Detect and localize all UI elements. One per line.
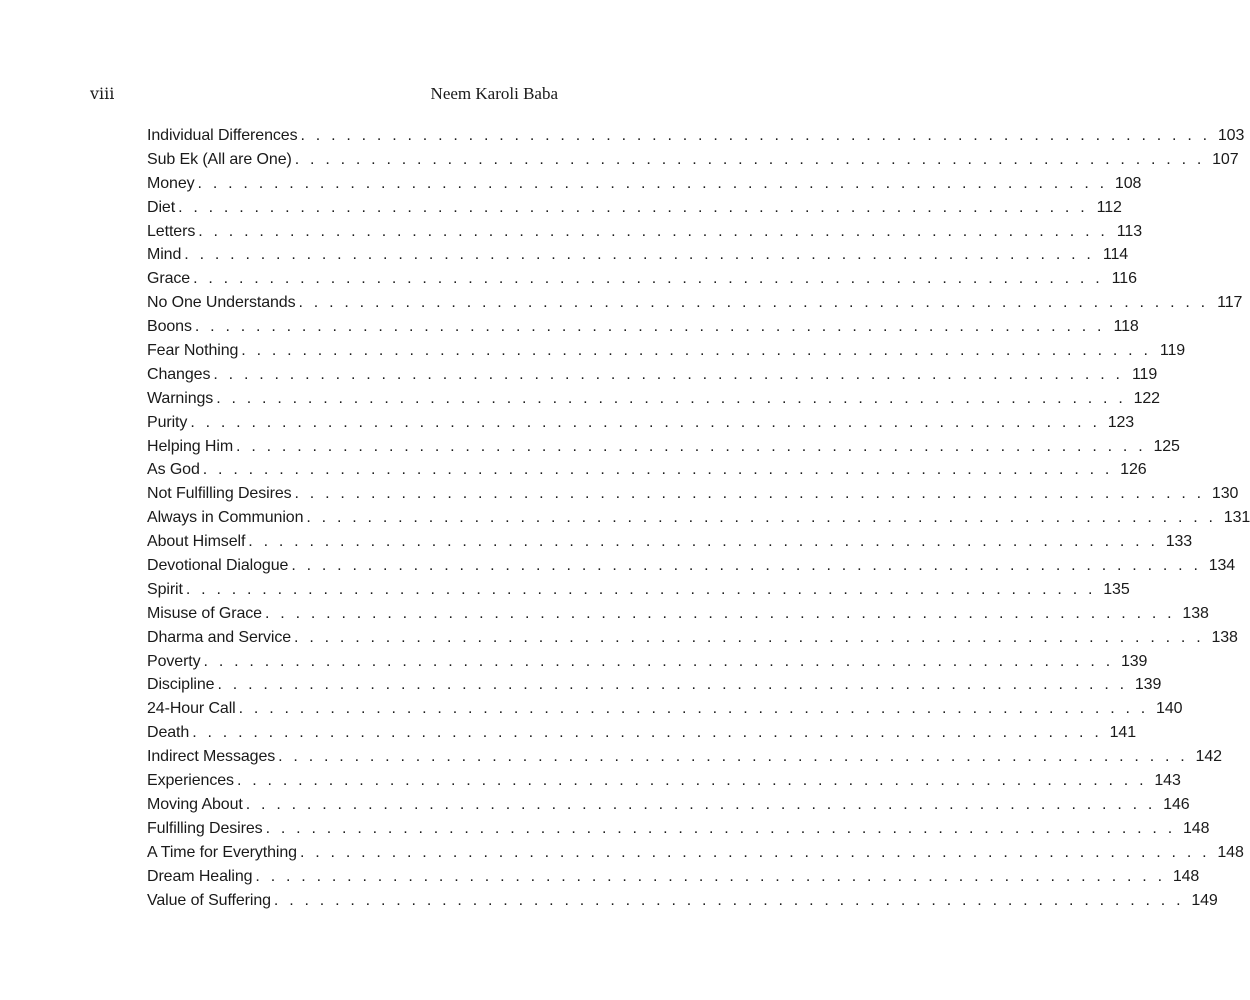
dot-leader: . . . . . . . . . . . . . . . . . . . . . . . . . . . . . . . . . . . . . . . . . . . . . . . . . . . . . . . . . . . . bbox=[213, 365, 1124, 383]
dot-leader: . . . . . . . . . . . . . . . . . . . . . . . . . . . . . . . . . . . . . . . . . . . . . . . . . . . . . . . . . . . . bbox=[198, 222, 1109, 240]
table-of-contents bbox=[147, 127, 1250, 915]
toc-entry-page: 148 bbox=[1172, 867, 1200, 885]
toc-entry-page: 138 bbox=[1182, 604, 1209, 622]
dot-leader: . . . . . . . . . . . . . . . . . . . . . . . . . . . . . . . . . . . . . . . . . . . . . . . . . . . . . . . . . . . . bbox=[202, 461, 1113, 479]
dot-leader: . . . . . . . . . . . . . . . . . . . . . . . . . . . . . . . . . . . . . . . . . . . . . . . . . . . . . . . . . . . . bbox=[203, 652, 1114, 670]
toc-entry bbox=[147, 700, 1183, 724]
dot-leader: . . . . . . . . . . . . . . . . . . . . . . . . . . . . . . . . . . . . . . . . . . . . . . . . . . . . . . . . . . . . bbox=[184, 246, 1095, 264]
toc-entry-page: 117 bbox=[1217, 294, 1243, 312]
toc-entry-title: Always in Communion bbox=[147, 509, 304, 527]
toc-entry-page: 149 bbox=[1191, 891, 1218, 909]
toc-entry-title: Moving About bbox=[147, 795, 243, 813]
page-header bbox=[90, 84, 558, 110]
toc-entry-page: 131 bbox=[1223, 509, 1250, 527]
dot-leader: . . . . . . . . . . . . . . . . . . . . . . . . . . . . . . . . . . . . . . . . . . . . . . . . . . . . . . . . . . . . bbox=[185, 580, 1096, 598]
page-number: viii bbox=[90, 84, 115, 103]
toc-entry bbox=[147, 509, 1250, 533]
toc-entry bbox=[147, 365, 1158, 390]
toc-entry-page: 107 bbox=[1212, 150, 1239, 168]
toc-entry-title: Changes bbox=[147, 365, 211, 383]
toc-entry bbox=[147, 342, 1186, 366]
toc-entry bbox=[147, 604, 1209, 629]
toc-entry bbox=[147, 246, 1129, 270]
dot-leader: . . . . . . . . . . . . . . . . . . . . . . . . . . . . . . . . . . . . . . . . . . . . . . . . . . . . . . . . . . . . bbox=[190, 413, 1101, 431]
toc-entry-page: 130 bbox=[1211, 485, 1239, 503]
dot-leader: . . . . . . . . . . . . . . . . . . . . . . . . . . . . . . . . . . . . . . . . . . . . . . . . . . . . . . . . . . . . bbox=[197, 174, 1108, 192]
toc-entry bbox=[147, 222, 1143, 247]
toc-entry-title: No One Understands bbox=[147, 294, 296, 312]
toc-entry-page: 139 bbox=[1120, 652, 1148, 670]
toc-entry-page: 139 bbox=[1134, 676, 1162, 694]
dot-leader: . . . . . . . . . . . . . . . . . . . . . . . . . . . . . . . . . . . . . . . . . . . . . . . . . . . . . . . . . . . . bbox=[298, 294, 1209, 312]
toc-entry-page: 103 bbox=[1217, 127, 1245, 144]
toc-entry-title: Individual Differences bbox=[147, 127, 298, 144]
toc-entry-title: Experiences bbox=[147, 772, 234, 790]
dot-leader: . . . . . . . . . . . . . . . . . . . . . . . . . . . . . . . . . . . . . . . . . . . . . . . . . . . . . . . . . . . . bbox=[245, 795, 1156, 813]
toc-entry-title: Purity bbox=[147, 413, 188, 431]
toc-entry-title: Devotional Dialogue bbox=[147, 557, 289, 575]
dot-leader: . . . . . . . . . . . . . . . . . . . . . . . . . . . . . . . . . . . . . . . . . . . . . . . . . . . . . . . . . . . . bbox=[238, 700, 1149, 718]
toc-entry-title: Sub Ek (All are One) bbox=[147, 150, 292, 168]
toc-entry-page: 135 bbox=[1103, 580, 1130, 598]
toc-entry-title: A Time for Everything bbox=[147, 843, 297, 861]
toc-entry-title: Helping Him bbox=[147, 437, 234, 455]
toc-entry-page: 142 bbox=[1195, 748, 1222, 766]
toc-entry-title: Fulfilling Desires bbox=[147, 819, 263, 837]
dot-leader: . . . . . . . . . . . . . . . . . . . . . . . . . . . . . . . . . . . . . . . . . . . . . . . . . . . . . . . . . . . . bbox=[255, 867, 1166, 885]
toc-entry bbox=[147, 533, 1193, 557]
dot-leader: . . . . . . . . . . . . . . . . . . . . . . . . . . . . . . . . . . . . . . . . . . . . . . . . . . . . . . . . . . . . bbox=[236, 772, 1147, 790]
toc-entry-page: 141 bbox=[1109, 724, 1136, 742]
toc-entry bbox=[147, 819, 1210, 844]
dot-leader: . . . . . . . . . . . . . . . . . . . . . . . . . . . . . . . . . . . . . . . . . . . . . . . . . . . . . . . . . . . . bbox=[294, 150, 1205, 168]
toc-entry-page: 118 bbox=[1113, 318, 1139, 336]
toc-entry-title: Spirit bbox=[147, 580, 183, 598]
toc-entry bbox=[147, 891, 1218, 916]
toc-entry bbox=[147, 676, 1162, 700]
toc-entry-page: 143 bbox=[1154, 772, 1181, 790]
toc-entry-title: Value of Suffering bbox=[147, 891, 271, 909]
toc-entry-page: 119 bbox=[1159, 342, 1186, 360]
dot-leader: . . . . . . . . . . . . . . . . . . . . . . . . . . . . . . . . . . . . . . . . . . . . . . . . . . . . . . . . . . . . bbox=[194, 318, 1105, 336]
toc-entry bbox=[147, 557, 1236, 581]
toc-entry bbox=[147, 628, 1238, 653]
toc-entry-page: 146 bbox=[1163, 795, 1190, 813]
toc-entry-title: Warnings bbox=[147, 389, 214, 407]
toc-entry-title: Indirect Messages bbox=[147, 748, 276, 766]
toc-entry-title: Misuse of Grace bbox=[147, 604, 262, 622]
toc-entry bbox=[147, 580, 1130, 605]
toc-entry-page: 116 bbox=[1111, 270, 1137, 288]
toc-entry bbox=[147, 795, 1190, 820]
toc-entry bbox=[147, 724, 1136, 748]
toc-entry bbox=[147, 318, 1139, 342]
toc-entry-title: Poverty bbox=[147, 652, 201, 670]
dot-leader: . . . . . . . . . . . . . . . . . . . . . . . . . . . . . . . . . . . . . . . . . . . . . . . . . . . . . . . . . . . . bbox=[178, 198, 1088, 216]
toc-entry-page: 112 bbox=[1096, 198, 1122, 216]
toc-entry-page: 138 bbox=[1211, 628, 1238, 646]
toc-entry bbox=[147, 843, 1244, 868]
toc-entry-title: About Himself bbox=[147, 533, 246, 551]
toc-entry bbox=[147, 652, 1148, 677]
toc-entry-title: Not Fulfilling Desires bbox=[147, 485, 292, 503]
dot-leader: . . . . . . . . . . . . . . . . . . . . . . . . . . . . . . . . . . . . . . . . . . . . . . . . . . . . . . . . . . . . bbox=[300, 127, 1211, 144]
dot-leader: . . . . . . . . . . . . . . . . . . . . . . . . . . . . . . . . . . . . . . . . . . . . . . . . . . . . . . . . . . . . bbox=[294, 485, 1205, 503]
toc-entry bbox=[147, 748, 1222, 772]
dot-leader: . . . . . . . . . . . . . . . . . . . . . . . . . . . . . . . . . . . . . . . . . . . . . . . . . . . . . . . . . . . . bbox=[291, 557, 1202, 575]
toc-entry bbox=[147, 485, 1239, 509]
dot-leader: . . . . . . . . . . . . . . . . . . . . . . . . . . . . . . . . . . . . . . . . . . . . . . . . . . . . . . . . . . . . bbox=[192, 724, 1102, 742]
dot-leader: . . . . . . . . . . . . . . . . . . . . . . . . . . . . . . . . . . . . . . . . . . . . . . . . . . . . . . . . . . . . bbox=[216, 389, 1126, 407]
dot-leader: . . . . . . . . . . . . . . . . . . . . . . . . . . . . . . . . . . . . . . . . . . . . . . . . . . . . . . . . . . . . bbox=[265, 819, 1176, 837]
toc-entry-page: 119 bbox=[1131, 365, 1158, 383]
toc-entry bbox=[147, 127, 1245, 151]
toc-entry-title: As God bbox=[147, 461, 200, 479]
toc-entry bbox=[147, 772, 1181, 796]
dot-leader: . . . . . . . . . . . . . . . . . . . . . . . . . . . . . . . . . . . . . . . . . . . . . . . . . . . . . . . . . . . . bbox=[265, 604, 1175, 622]
dot-leader: . . . . . . . . . . . . . . . . . . . . . . . . . . . . . . . . . . . . . . . . . . . . . . . . . . . . . . . . . . . . bbox=[241, 342, 1152, 360]
toc-entry bbox=[147, 294, 1243, 318]
toc-entry-page: 148 bbox=[1217, 843, 1244, 861]
toc-entry-title: Dharma and Service bbox=[147, 628, 292, 646]
toc-entry-page: 122 bbox=[1133, 389, 1160, 407]
toc-entry bbox=[147, 413, 1135, 438]
toc-entry bbox=[147, 461, 1147, 485]
dot-leader: . . . . . . . . . . . . . . . . . . . . . . . . . . . . . . . . . . . . . . . . . . . . . . . . . . . . . . . . . . . . bbox=[306, 509, 1217, 527]
toc-entry-page: 126 bbox=[1120, 461, 1147, 479]
toc-entry-title: Discipline bbox=[147, 676, 215, 694]
toc-entry-title: Death bbox=[147, 724, 190, 742]
toc-entry-title: Diet bbox=[147, 198, 176, 216]
toc-entry-page: 108 bbox=[1114, 174, 1142, 192]
dot-leader: . . . . . . . . . . . . . . . . . . . . . . . . . . . . . . . . . . . . . . . . . . . . . . . . . . . . . . . . . . . . bbox=[273, 891, 1184, 909]
toc-entry bbox=[147, 270, 1137, 294]
toc-entry bbox=[147, 389, 1160, 414]
toc-entry-title: 24-Hour Call bbox=[147, 700, 236, 718]
dot-leader: . . . . . . . . . . . . . . . . . . . . . . . . . . . . . . . . . . . . . . . . . . . . . . . . . . . . . . . . . . . . bbox=[248, 533, 1159, 551]
dot-leader: . . . . . . . . . . . . . . . . . . . . . . . . . . . . . . . . . . . . . . . . . . . . . . . . . . . . . . . . . . . . bbox=[236, 437, 1146, 455]
toc-entry bbox=[147, 867, 1200, 892]
toc-entry-page: 125 bbox=[1153, 437, 1180, 455]
toc-entry-title: Dream Healing bbox=[147, 867, 253, 885]
toc-entry-title: Money bbox=[147, 174, 195, 192]
running-title: Neem Karoli Baba bbox=[430, 84, 558, 103]
toc-entry bbox=[147, 150, 1239, 175]
dot-leader: . . . . . . . . . . . . . . . . . . . . . . . . . . . . . . . . . . . . . . . . . . . . . . . . . . . . . . . . . . . . bbox=[193, 270, 1103, 288]
toc-entry-page: 133 bbox=[1165, 533, 1193, 551]
toc-entry-page: 134 bbox=[1208, 557, 1236, 575]
toc-entry-title: Grace bbox=[147, 270, 191, 288]
toc-entry-page: 123 bbox=[1107, 413, 1135, 431]
toc-entry-title: Fear Nothing bbox=[147, 342, 239, 360]
dot-leader: . . . . . . . . . . . . . . . . . . . . . . . . . . . . . . . . . . . . . . . . . . . . . . . . . . . . . . . . . . . . bbox=[278, 748, 1188, 766]
toc-entry-page: 114 bbox=[1102, 246, 1129, 264]
toc-entry-title: Letters bbox=[147, 222, 196, 240]
toc-entry-title: Boons bbox=[147, 318, 192, 336]
toc-entry bbox=[147, 198, 1122, 223]
toc-entry bbox=[147, 437, 1180, 462]
toc-entry-page: 140 bbox=[1156, 700, 1183, 718]
toc-entry-title: Mind bbox=[147, 246, 182, 264]
toc-entry-page: 113 bbox=[1116, 222, 1143, 240]
dot-leader: . . . . . . . . . . . . . . . . . . . . . . . . . . . . . . . . . . . . . . . . . . . . . . . . . . . . . . . . . . . . bbox=[299, 843, 1210, 861]
toc-entry bbox=[147, 174, 1142, 199]
dot-leader: . . . . . . . . . . . . . . . . . . . . . . . . . . . . . . . . . . . . . . . . . . . . . . . . . . . . . . . . . . . . bbox=[294, 628, 1204, 646]
toc-entry-page: 148 bbox=[1182, 819, 1210, 837]
dot-leader: . . . . . . . . . . . . . . . . . . . . . . . . . . . . . . . . . . . . . . . . . . . . . . . . . . . . . . . . . . . . bbox=[217, 676, 1128, 694]
